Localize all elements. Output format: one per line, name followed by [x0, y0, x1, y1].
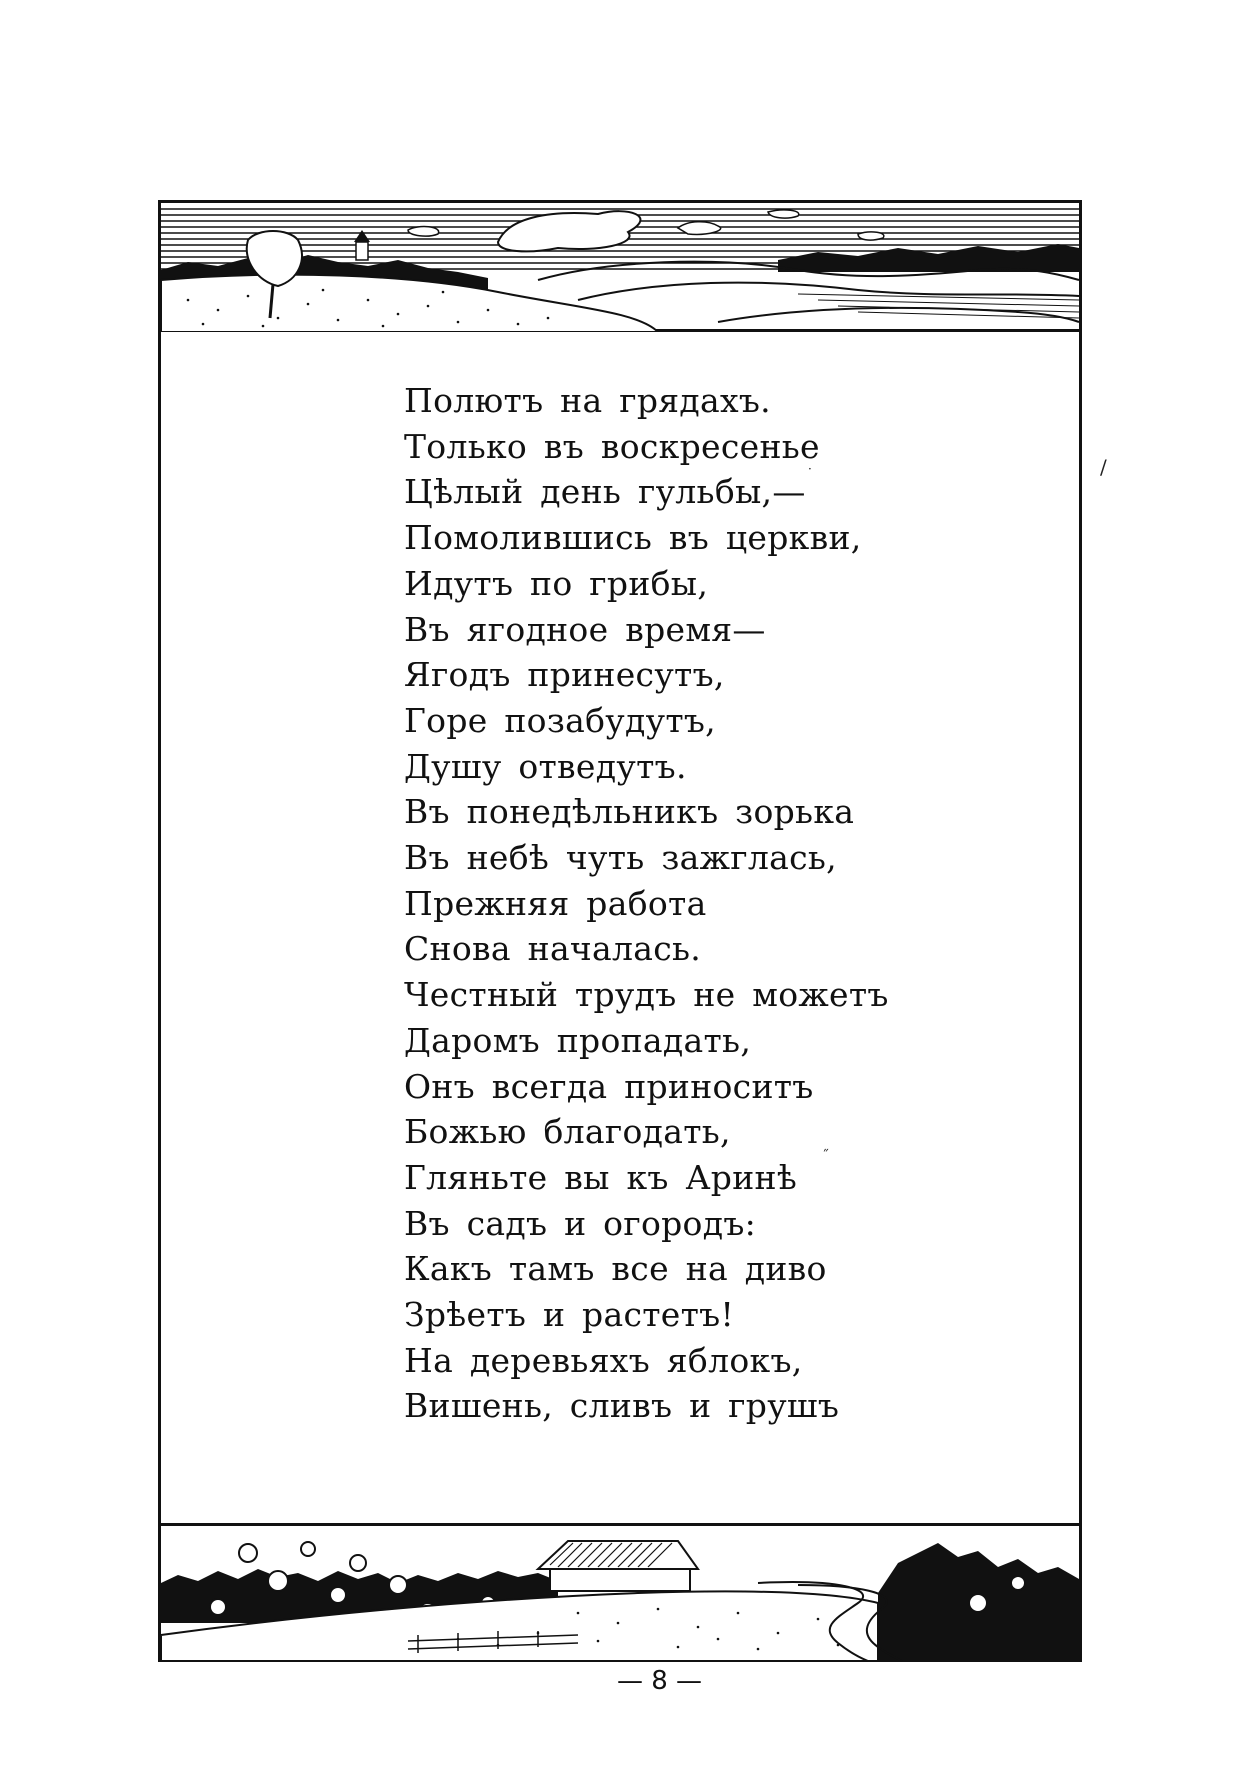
landscape-engraving-icon — [158, 200, 1082, 332]
poem-line: Цѣлый день гульбы,— — [404, 472, 806, 512]
poem-line: Въ понедѣльникъ зорька — [404, 792, 855, 832]
poem-line: Вишень, сливъ и грушъ — [404, 1386, 840, 1426]
poem-line: Прежняя работа — [404, 883, 707, 923]
page-number: — 8 — — [616, 1666, 703, 1696]
poem-line: Помолившись въ церкви, — [404, 518, 862, 558]
top-illustration — [158, 200, 1082, 332]
poem-line: Въ ягодное время— — [404, 609, 766, 649]
poem-line: Въ небѣ чуть зажглась, — [404, 838, 837, 878]
poem-line: Только въ воскресенье — [404, 426, 820, 466]
poem-line: Зрѣетъ и растетъ! — [404, 1295, 735, 1335]
poem-line: Какъ тамъ все на диво — [404, 1249, 827, 1289]
poem-line: Ягодъ принесутъ, — [404, 655, 725, 695]
poem-line: Снова началась. — [404, 929, 702, 969]
poem-line: Гляньте вы къ Аринѣ — [404, 1157, 798, 1197]
village-engraving-icon — [158, 1523, 1082, 1663]
poem-line: Душу отведутъ. — [404, 746, 687, 786]
poem-line: Даромъ пропадать, — [404, 1020, 752, 1060]
print-mark: ˝ — [822, 1148, 829, 1164]
poem-line: На деревьяхъ яблокъ, — [404, 1340, 803, 1380]
print-mark: / — [1100, 455, 1107, 479]
poem-line: Онъ всегда приноситъ — [404, 1066, 814, 1106]
poem-line: Горе позабудутъ, — [404, 700, 716, 740]
poem-line: Честный трудъ не можетъ — [404, 975, 889, 1015]
poem-line: Идутъ по грибы, — [404, 563, 709, 603]
poem-text — [404, 378, 964, 1429]
bottom-illustration — [158, 1523, 1082, 1663]
poem-line: Полютъ на грядахъ. — [404, 381, 771, 420]
poem-line: Въ садъ и огородъ: — [404, 1203, 757, 1243]
print-mark: · — [808, 462, 812, 476]
poem-line: Божью благодать, — [404, 1112, 731, 1152]
